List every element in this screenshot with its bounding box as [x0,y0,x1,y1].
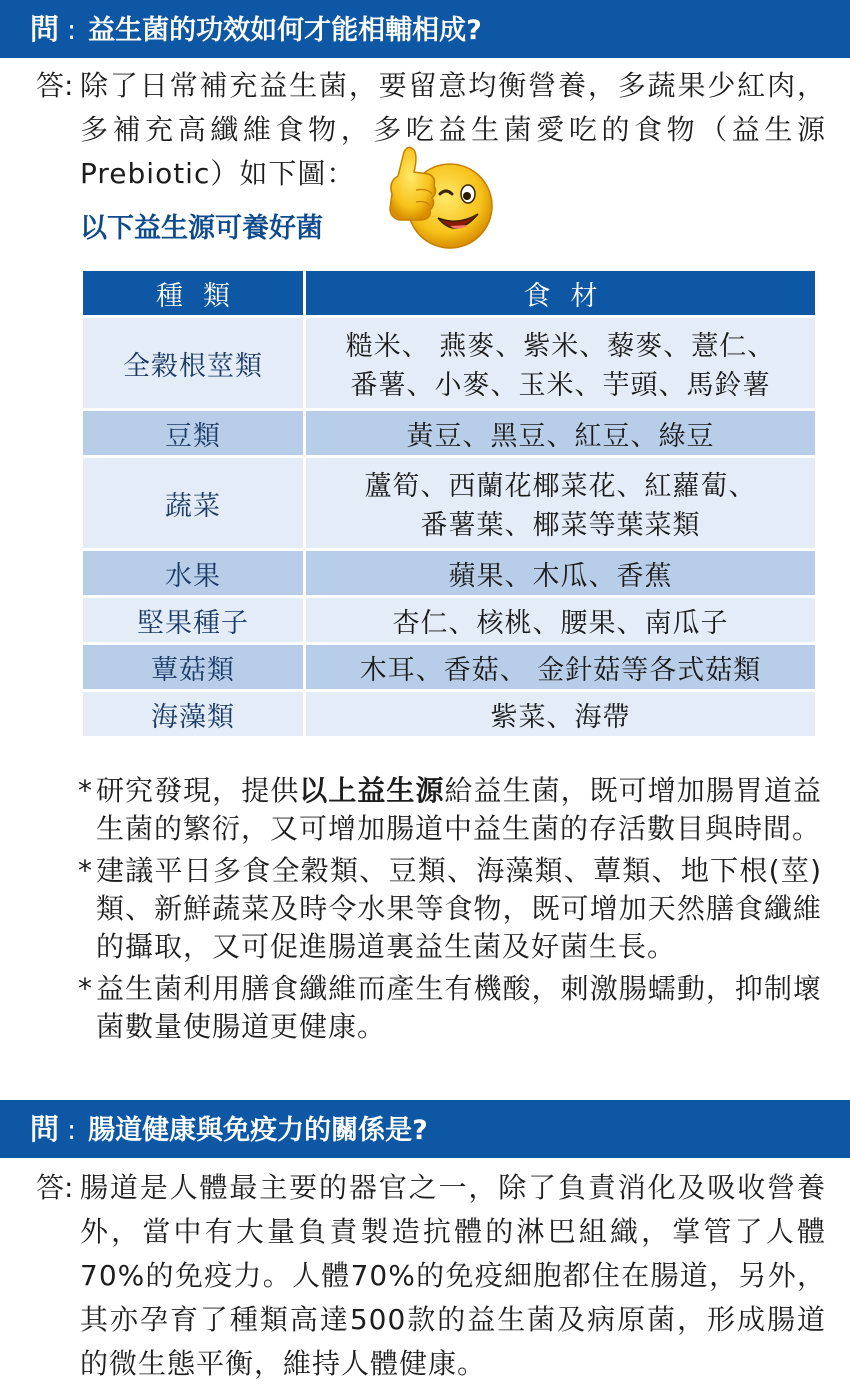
question-label: 問 [30,1112,60,1146]
question-text: 腸道健康與免疫力的關係是? [88,1115,428,1146]
note-bullet: * [78,854,93,887]
question-colon: : [67,1115,77,1146]
category-cell: 全穀根莖類 [83,318,303,408]
table-row [83,598,815,642]
question-label: 問 [30,12,60,46]
note-text: 給益生菌，既可增加腸胃道益生菌的繁衍，又可增加腸道中益生菌的存活數目與時間。 [96,774,822,845]
foods-line: 糙米、 燕麥、紫米、藜麥、薏仁、 [345,331,776,362]
note-text: 建議平日多食全穀類、豆類、海藻類、蕈類、地下根(莖)類、新鮮蔬菜及時令水果等食物，既可增加天然膳食纖維的攝取，又可促進腸道裏益生菌及好菌生長。 [96,854,822,963]
table-row [83,458,815,548]
note-item [78,772,822,848]
table-row [83,692,815,736]
foods-cell [306,458,815,548]
note-item [78,970,822,1046]
answer-text-content: 腸道是人體最主要的器官之一，除了負責消化及吸收營養外，當中有大量負責製造抗體的淋巴組織，掌管了人體70%的免疫力。人體70%的免疫細胞都住在腸道，另外，其亦孕育了種類高達500款的益生菌及病原菌，形成腸道的微生態平衡，維持人體健康。 [80,1171,826,1380]
question-colon: : [67,15,77,46]
table-row [83,551,815,595]
foods-line: 番薯、小麥、玉米、芋頭、馬鈴薯 [350,370,771,401]
question-banner-2 [0,1100,850,1158]
note-text: 益生菌利用膳食纖維而產生有機酸，刺激腸蠕動，抑制壞菌數量使腸道更健康。 [96,972,822,1043]
table-row [83,645,815,689]
foods-line: 蘆筍、西蘭花椰菜花、紅蘿蔔、 [364,471,757,502]
notes-list [78,772,822,1050]
column-header-category: 種類 [83,271,303,315]
note-bullet: * [78,774,93,807]
foods-cell: 黃豆、黑豆、紅豆、綠豆 [306,411,815,455]
foods-cell: 杏仁、核桃、腰果、南瓜子 [306,598,815,642]
category-cell: 水果 [83,551,303,595]
category-cell: 堅果種子 [83,598,303,642]
category-cell: 蕈菇類 [83,645,303,689]
category-cell: 蔬菜 [83,458,303,548]
note-text: 研究發現，提供 [96,774,300,807]
foods-cell: 蘋果、木瓜、香蕉 [306,551,815,595]
foods-line: 番薯葉、椰菜等葉菜類 [420,510,701,541]
note-item [78,852,822,966]
question-text: 益生菌的功效如何才能相輔相成? [88,15,482,46]
question-banner-1 [0,0,850,58]
note-bold-text: 以上益生源 [299,774,445,807]
table-header-row [83,271,815,315]
answer-text-content: 除了日常補充益生菌，要留意均衡營養，多蔬果少紅肉，多補充高纖維食物，多吃益生菌愛吃的食物（益生源Prebiotic）如下圖： [80,69,826,190]
foods-cell: 紫菜、海帶 [306,692,815,736]
column-header-foods: 食材 [306,271,815,315]
subheading: 以下益生源可養好菌 [80,213,323,244]
prebiotic-food-table [80,268,818,739]
table-row [83,411,815,455]
answer-text [80,1166,826,1386]
category-cell: 海藻類 [83,692,303,736]
thumbs-up-wink-smiley-icon [378,142,494,254]
table-row [83,318,815,408]
answer-block-2 [36,1166,826,1386]
foods-cell: 木耳、香菇、 金針菇等各式菇類 [306,645,815,689]
answer-label: 答: [36,1171,74,1204]
note-bullet: * [78,972,93,1005]
foods-cell [306,318,815,408]
category-cell: 豆類 [83,411,303,455]
answer-label: 答: [36,69,74,102]
